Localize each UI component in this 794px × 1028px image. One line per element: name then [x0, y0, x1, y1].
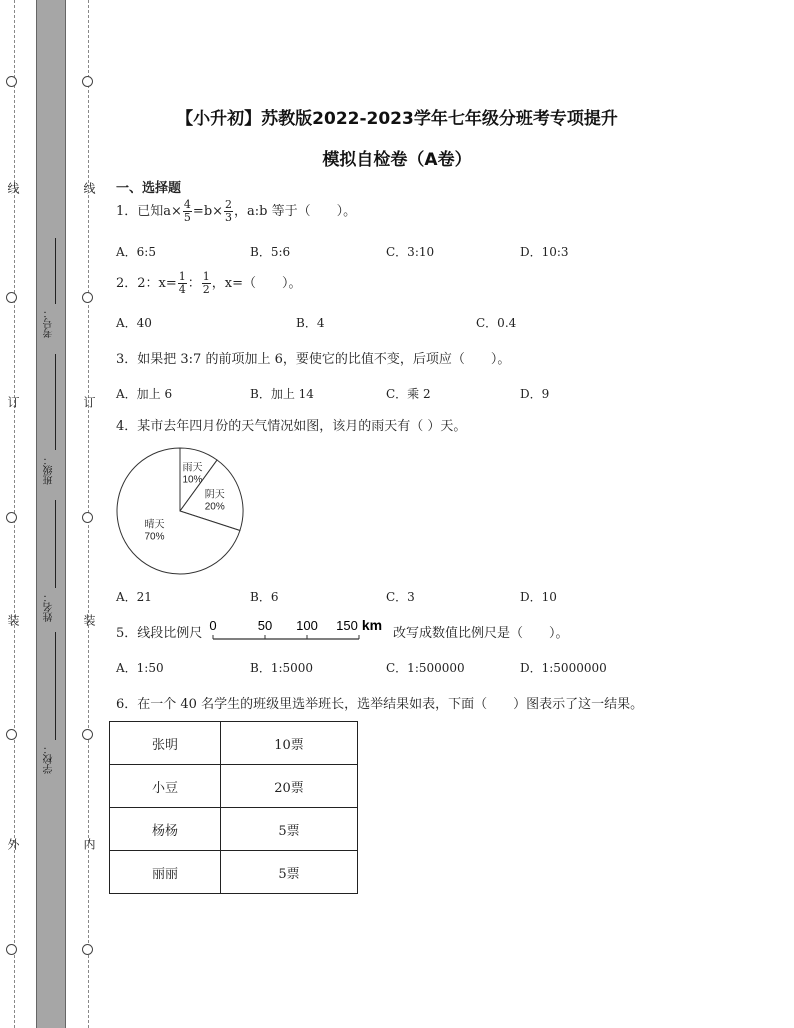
question-4: 4．某市去年四月份的天气情况如图，该月的雨天有（ ）天。 — [116, 419, 467, 434]
table-row — [110, 765, 358, 808]
q1-suffix: ，a:b 等于（ ）。 — [234, 204, 357, 219]
fraction — [178, 271, 187, 296]
margin-char: 装 — [6, 614, 20, 626]
scale-tick-label: 0 — [209, 618, 217, 633]
fraction-denominator: 3 — [225, 211, 233, 224]
q5-option-d[interactable]: D．1:5000000 — [520, 661, 607, 675]
table-row — [110, 851, 358, 894]
binding-hole — [6, 76, 17, 87]
fraction — [183, 199, 192, 224]
table-cell-votes: 10票 — [221, 722, 358, 765]
school-label: 学校： — [44, 744, 55, 774]
binding-hole — [6, 292, 17, 303]
binding-hole — [6, 944, 17, 955]
q4-option-d[interactable]: D．10 — [520, 590, 557, 604]
q4-option-c[interactable]: C．3 — [386, 590, 415, 604]
binding-hole — [6, 512, 17, 523]
pie-slice-value: 20% — [204, 501, 225, 513]
q2-option-a[interactable]: A．40 — [116, 316, 152, 330]
question-3: 3．如果把 3:7 的前项加上 6，要使它的比值不变，后项应（ ）。 — [116, 352, 511, 367]
q4-option-a[interactable]: A．21 — [116, 590, 152, 604]
vote-results-table — [109, 721, 358, 894]
exam-number-label: 考号： — [44, 308, 55, 338]
q1-prefix: 1．已知a× — [116, 204, 182, 219]
page-title: 【小升初】苏教版2022-2023学年七年级分班考专项提升 — [176, 109, 618, 129]
table-row — [110, 722, 358, 765]
binding-hole — [82, 944, 93, 955]
q3-option-b[interactable]: B．加上 14 — [250, 387, 314, 401]
question-1 — [116, 199, 356, 224]
binding-hole — [82, 512, 93, 523]
fraction-numerator: 1 — [202, 270, 210, 283]
exam-number-line — [55, 238, 56, 304]
q1-option-d[interactable]: D．10:3 — [520, 245, 569, 259]
q3-option-c[interactable]: C．乘 2 — [386, 387, 431, 401]
class-label: 班级： — [44, 455, 55, 485]
q1-option-a[interactable]: A．6:5 — [116, 245, 156, 259]
table-cell-votes: 20票 — [221, 765, 358, 808]
q5-option-a[interactable]: A．1:50 — [116, 661, 164, 675]
margin-char: 线 — [6, 182, 20, 194]
fraction-denominator: 4 — [178, 283, 186, 296]
table-cell-name: 张明 — [110, 722, 221, 765]
table-cell-votes: 5票 — [221, 808, 358, 851]
question-2 — [116, 271, 302, 296]
pie-slice-value: 10% — [182, 474, 203, 486]
question-5-prefix: 5．线段比例尺 — [116, 626, 203, 641]
q3-option-a[interactable]: A．加上 6 — [116, 387, 173, 401]
binding-hole — [82, 729, 93, 740]
binding-hole — [82, 292, 93, 303]
margin-char: 线 — [82, 182, 96, 194]
page-subtitle: 模拟自检卷（A卷） — [322, 150, 472, 170]
scale-unit: km — [361, 617, 383, 633]
table-cell-name: 小豆 — [110, 765, 221, 808]
q2-mid: ： — [187, 276, 201, 291]
scale-tick-label: 100 — [296, 618, 318, 633]
question-6: 6．在一个 40 名学生的班级里选举班长，选举结果如表，下面（ ）图表示了这一结果。 — [116, 697, 644, 712]
fraction-denominator: 2 — [202, 283, 210, 296]
q2-suffix: ，x=（ ）。 — [211, 276, 302, 291]
fraction — [224, 199, 233, 224]
table-cell-name: 杨杨 — [110, 808, 221, 851]
pie-slice-label: 晴天 — [144, 519, 165, 531]
q2-option-b[interactable]: B．4 — [296, 316, 325, 330]
q1-option-c[interactable]: C．3:10 — [386, 245, 435, 259]
table-row — [110, 808, 358, 851]
q5-option-b[interactable]: B．1:5000 — [250, 661, 314, 675]
scale-tick-label: 50 — [257, 618, 273, 633]
name-line — [55, 500, 56, 588]
pie-slice-value: 70% — [144, 531, 165, 543]
q2-option-c[interactable]: C．0.4 — [476, 316, 517, 330]
margin-char: 订 — [82, 396, 96, 408]
pie-slice-label: 雨天 — [182, 462, 203, 474]
margin-char: 装 — [82, 614, 96, 626]
q1-mid: =b× — [192, 204, 224, 219]
margin-char: 内 — [82, 838, 96, 850]
fraction-numerator: 1 — [178, 270, 186, 283]
line-scale-bar — [207, 615, 389, 645]
scale-tick-label: 150 — [336, 618, 358, 633]
fraction-denominator: 5 — [183, 211, 191, 224]
margin-char: 外 — [6, 838, 20, 850]
name-label: 姓名： — [44, 592, 55, 622]
question-5-suffix: 改写成数值比例尺是（ ）。 — [393, 626, 569, 641]
binding-hole — [82, 76, 93, 87]
margin-char: 订 — [6, 396, 20, 408]
table-cell-name: 丽丽 — [110, 851, 221, 894]
q2-prefix: 2．2：x= — [116, 276, 177, 291]
q4-option-b[interactable]: B．6 — [250, 590, 279, 604]
class-line — [55, 354, 56, 450]
binding-hole — [6, 729, 17, 740]
table-cell-votes: 5票 — [221, 851, 358, 894]
weather-pie-chart — [112, 443, 248, 579]
school-line — [55, 632, 56, 740]
fraction-numerator: 2 — [225, 198, 233, 211]
fraction-numerator: 4 — [183, 198, 191, 211]
q3-option-d[interactable]: D．9 — [520, 387, 550, 401]
pie-slice-label: 阴天 — [204, 489, 225, 501]
q5-option-c[interactable]: C．1:500000 — [386, 661, 465, 675]
q1-option-b[interactable]: B．5:6 — [250, 245, 291, 259]
fraction — [202, 271, 211, 296]
section-heading: 一、选择题 — [116, 181, 182, 196]
